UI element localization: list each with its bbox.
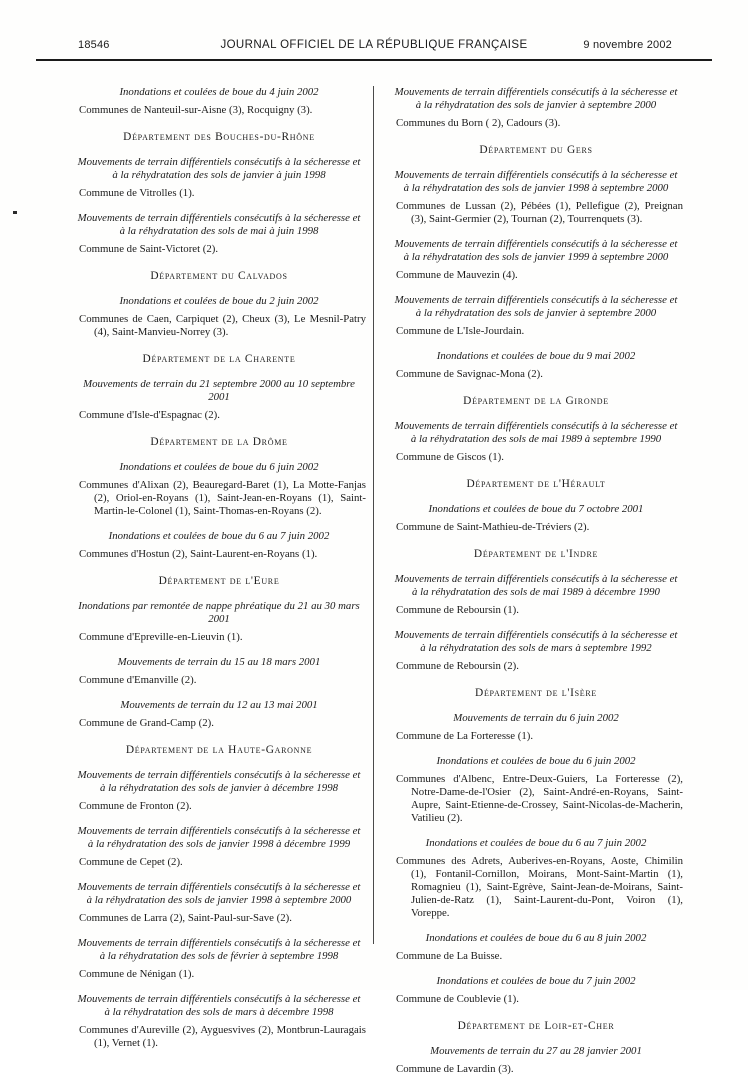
communes-paragraph: Communes d'Albenc, Entre-Deux-Guiers, La Forteresse (2), Notre-Dame-de-l'Osier (2), Saint-André-en-Royans, Saint-Aupre, Saint-Etienne-de-Crossey, Saint-Nicolas-de-Macherin, Vatilieu (2). [396,773,683,824]
event-title: Mouvements de terrain du 12 au 13 mai 2001 [120,699,318,711]
communes-paragraph: Communes de Caen, Carpiquet (2), Cheux (3), Le Mesnil-Patry (4), Saint-Manvieu-Norrey (3). [79,313,366,338]
department-heading: Département du Calvados [150,270,288,282]
communes-paragraph: Commune de Fronton (2). [79,800,192,812]
event-title: Mouvements de terrain différentiels consécutifs à la sécheresse et à la réhydratation des sols de janvier 1998 à septembre 2000 [394,169,678,194]
event-title: Mouvements de terrain du 15 au 18 mars 2001 [117,656,321,668]
event-title: Mouvements de terrain différentiels consécutifs à la sécheresse et à la réhydratation des sols de janvier à septembre 2000 [394,86,678,111]
communes-paragraph: Commune de Coublevie (1). [396,993,519,1005]
communes-paragraph: Communes de Lussan (2), Pébées (1), Pellefigue (2), Preignan (3), Saint-Germier (2), Tournan (2), Tourrenquets (3). [396,200,683,225]
event-title: Inondations et coulées de boue du 6 au 7 juin 2002 [108,530,330,542]
communes-paragraph: Communes du Born ( 2), Cadours (3). [396,117,561,129]
event-title: Mouvements de terrain différentiels consécutifs à la sécheresse et à la réhydratation des sols de janvier à juin 1998 [77,156,361,181]
event-title: Mouvements de terrain du 6 juin 2002 [453,712,619,724]
department-heading: Département de la Gironde [463,395,609,407]
communes-paragraph: Commune d'Emanville (2). [79,674,197,686]
header-rule [36,59,712,61]
communes-paragraph: Communes de Larra (2), Saint-Paul-sur-Save (2). [79,912,292,924]
communes-paragraph: Commune de La Buisse. [396,950,503,962]
event-title: Mouvements de terrain différentiels consécutifs à la sécheresse et à la réhydratation des sols de mai à juin 1998 [77,212,361,237]
department-heading: Département de l'Hérault [466,478,606,490]
column-left [72,86,366,1060]
communes-paragraph: Communes des Adrets, Auberives-en-Royans, Aoste, Chimilin (1), Fontanil-Cornillon, Moirans, Mont-Saint-Martin (1), Romagnieu (1), Saint-Egrève, Saint-Jean-de-Moirans, Saint-Julien-de-Ratz (1), Saint-Laurent-du-Pont, Voiron (1), Voreppe. [396,855,683,919]
event-title: Inondations et coulées de boue du 9 mai 2002 [436,350,636,362]
department-heading: Département de la Drôme [150,436,288,448]
event-title: Inondations et coulées de boue du 6 au 7 juin 2002 [425,837,647,849]
event-title: Inondations et coulées de boue du 2 juin 2002 [119,295,319,307]
communes-paragraph: Communes d'Hostun (2), Saint-Laurent-en-Royans (1). [79,548,318,560]
event-title: Inondations et coulées de boue du 6 au 8 juin 2002 [425,932,647,944]
communes-paragraph: Commune de Grand-Camp (2). [79,717,214,729]
event-title: Mouvements de terrain différentiels consécutifs à la sécheresse et à la réhydratation des sols de mai 1989 à décembre 1990 [394,573,678,598]
communes-paragraph: Commune de Mauvezin (4). [396,269,518,281]
column-right [389,86,683,1086]
event-title: Mouvements de terrain du 27 au 28 janvier 2001 [430,1045,642,1057]
communes-paragraph: Commune de Nénigan (1). [79,968,195,980]
communes-paragraph: Commune de La Forteresse (1). [396,730,534,742]
communes-paragraph: Commune de Giscos (1). [396,451,504,463]
event-title: Inondations et coulées de boue du 6 juin 2002 [119,461,319,473]
event-title: Mouvements de terrain différentiels consécutifs à la sécheresse et à la réhydratation des sols de janvier 1998 à décembre 1999 [77,825,361,850]
communes-paragraph: Communes d'Aureville (2), Ayguesvives (2), Montbrun-Lauragais (1), Vernet (1). [79,1024,366,1049]
page-number: 18546 [78,39,110,51]
department-heading: Département de Loir-et-Cher [457,1020,615,1032]
communes-paragraph: Commune de Vitrolles (1). [79,187,195,199]
communes-paragraph: Commune de L'Isle-Jourdain. [396,325,525,337]
issue-date: 9 novembre 2002 [583,39,672,51]
event-title: Mouvements de terrain du 21 septembre 2000 au 10 septembre 2001 [83,378,355,403]
event-title: Inondations et coulées de boue du 7 octobre 2001 [428,503,644,515]
department-heading: Département des Bouches-du-Rhône [123,131,315,143]
communes-paragraph: Commune de Lavardin (3). [396,1063,514,1075]
communes-paragraph: Communes de Nanteuil-sur-Aisne (3), Rocquigny (3). [79,104,313,116]
event-title: Mouvements de terrain différentiels consécutifs à la sécheresse et à la réhydratation des sols de février à septembre 1998 [77,937,361,962]
communes-paragraph: Communes d'Alixan (2), Beauregard-Baret (1), La Motte-Fanjas (2), Oriol-en-Royans (1), Saint-Jean-en-Royans (1), Saint-Martin-le-Colonel (1), Saint-Thomas-en-Royans (2). [79,479,366,517]
communes-paragraph: Commune d'Isle-d'Espagnac (2). [79,409,220,421]
department-heading: Département de l'Isère [475,687,597,699]
event-title: Mouvements de terrain différentiels consécutifs à la sécheresse et à la réhydratation des sols de janvier 1999 à septembre 2000 [394,238,678,263]
communes-paragraph: Commune d'Epreville-en-Lieuvin (1). [79,631,243,643]
event-title: Mouvements de terrain différentiels consécutifs à la sécheresse et à la réhydratation des sols de mars à décembre 1998 [77,993,361,1018]
department-heading: Département de la Haute-Garonne [125,744,313,756]
event-title: Mouvements de terrain différentiels consécutifs à la sécheresse et à la réhydratation des sols de mai 1989 à septembre 1990 [394,420,678,445]
event-title: Mouvements de terrain différentiels consécutifs à la sécheresse et à la réhydratation des sols de janvier à septembre 2000 [394,294,678,319]
department-heading: Département de l'Eure [158,575,280,587]
department-heading: Département de la Charente [142,353,296,365]
communes-paragraph: Commune de Reboursin (2). [396,660,519,672]
communes-paragraph: Commune de Saint-Mathieu-de-Tréviers (2). [396,521,590,533]
communes-paragraph: Commune de Savignac-Mona (2). [396,368,543,380]
column-divider-rule [373,86,374,944]
event-title: Mouvements de terrain différentiels consécutifs à la sécheresse et à la réhydratation des sols de janvier à décembre 1998 [77,769,361,794]
event-title: Inondations et coulées de boue du 4 juin 2002 [119,86,319,98]
department-heading: Département de l'Indre [473,548,599,560]
communes-paragraph: Commune de Cepet (2). [79,856,183,868]
event-title: Inondations par remontée de nappe phréatique du 21 au 30 mars 2001 [78,600,360,625]
journal-title: JOURNAL OFFICIEL DE LA RÉPUBLIQUE FRANÇAISE [220,39,528,51]
department-heading: Département du Gers [479,144,593,156]
event-title: Mouvements de terrain différentiels consécutifs à la sécheresse et à la réhydratation des sols de mars à septembre 1992 [394,629,678,654]
event-title: Inondations et coulées de boue du 6 juin 2002 [436,755,636,767]
scan-artifact-dot [13,211,17,214]
communes-paragraph: Commune de Saint-Victoret (2). [79,243,219,255]
communes-paragraph: Commune de Reboursin (1). [396,604,519,616]
event-title: Mouvements de terrain différentiels consécutifs à la sécheresse et à la réhydratation des sols de janvier 1998 à septembre 2000 [77,881,361,906]
event-title: Inondations et coulées de boue du 7 juin 2002 [436,975,636,987]
